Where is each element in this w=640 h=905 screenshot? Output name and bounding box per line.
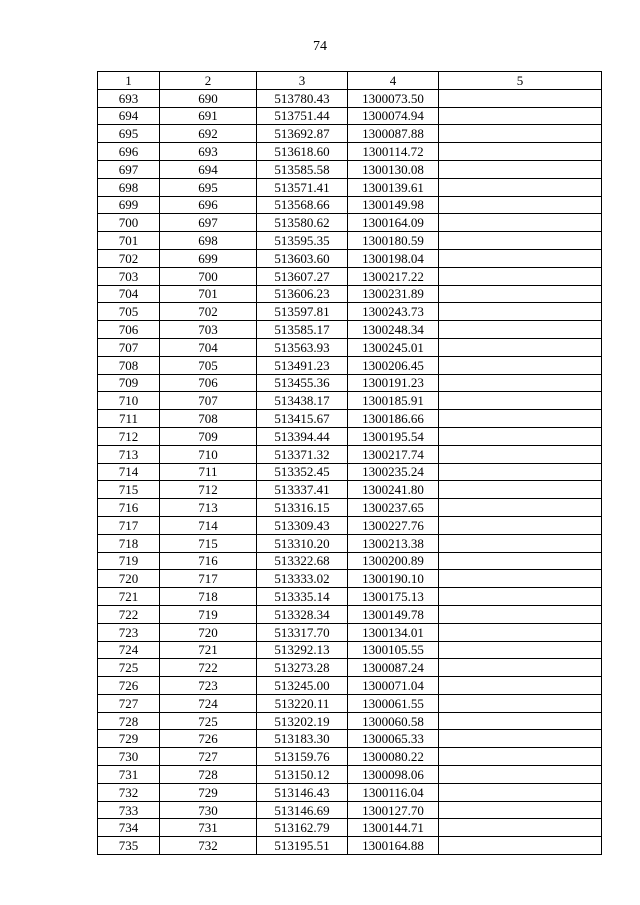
- table-row: [98, 801, 602, 819]
- table-cell-col-1: 715: [98, 481, 160, 499]
- table-cell-col-2: 722: [160, 659, 257, 677]
- table-cell-col-2: 694: [160, 160, 257, 178]
- table-row: [98, 303, 602, 321]
- table-cell-col-4: 1300139.61: [348, 178, 439, 196]
- header-cell-4: 4: [348, 72, 439, 90]
- table-cell-col-1: 719: [98, 552, 160, 570]
- table-cell-col-5: [439, 463, 602, 481]
- table-body: [98, 89, 602, 854]
- table-cell-col-2: 716: [160, 552, 257, 570]
- table-cell-col-1: 712: [98, 427, 160, 445]
- table-cell-col-5: [439, 392, 602, 410]
- table-row: [98, 267, 602, 285]
- table-cell-col-5: [439, 623, 602, 641]
- table-cell-col-4: 1300105.55: [348, 641, 439, 659]
- table-cell-col-5: [439, 534, 602, 552]
- table-cell-col-1: 706: [98, 321, 160, 339]
- table-cell-col-1: 721: [98, 588, 160, 606]
- table-cell-col-4: 1300116.04: [348, 783, 439, 801]
- table-cell-col-2: 706: [160, 374, 257, 392]
- table-cell-col-5: [439, 712, 602, 730]
- table-cell-col-1: 729: [98, 730, 160, 748]
- table-row: [98, 623, 602, 641]
- table-row: [98, 249, 602, 267]
- table-cell-col-2: 693: [160, 143, 257, 161]
- table-cell-col-5: [439, 766, 602, 784]
- table-cell-col-1: 723: [98, 623, 160, 641]
- table-cell-col-1: 711: [98, 410, 160, 428]
- table-cell-col-5: [439, 143, 602, 161]
- table-row: [98, 107, 602, 125]
- table-cell-col-4: 1300180.59: [348, 232, 439, 250]
- table-row: [98, 588, 602, 606]
- table-row: [98, 659, 602, 677]
- table-cell-col-5: [439, 374, 602, 392]
- table-cell-col-2: 707: [160, 392, 257, 410]
- table-cell-col-4: 1300071.04: [348, 677, 439, 695]
- table-cell-col-3: 513150.12: [257, 766, 348, 784]
- table-cell-col-5: [439, 249, 602, 267]
- table-row: [98, 730, 602, 748]
- table-cell-col-1: 709: [98, 374, 160, 392]
- table-row: [98, 125, 602, 143]
- table-cell-col-1: 731: [98, 766, 160, 784]
- table-cell-col-5: [439, 783, 602, 801]
- table-cell-col-1: 700: [98, 214, 160, 232]
- table-cell-col-2: 713: [160, 499, 257, 517]
- table-cell-col-2: 712: [160, 481, 257, 499]
- table-cell-col-4: 1300130.08: [348, 160, 439, 178]
- table-cell-col-2: 705: [160, 356, 257, 374]
- table-cell-col-1: 693: [98, 89, 160, 107]
- table-cell-col-3: 513455.36: [257, 374, 348, 392]
- table-cell-col-5: [439, 499, 602, 517]
- table-cell-col-1: 728: [98, 712, 160, 730]
- table-row: [98, 338, 602, 356]
- table-cell-col-2: 723: [160, 677, 257, 695]
- table-cell-col-2: 697: [160, 214, 257, 232]
- table-cell-col-1: 717: [98, 516, 160, 534]
- table-cell-col-5: [439, 837, 602, 855]
- table-cell-col-2: 727: [160, 748, 257, 766]
- table-cell-col-2: 726: [160, 730, 257, 748]
- table-row: [98, 285, 602, 303]
- table-row: [98, 214, 602, 232]
- table-cell-col-2: 720: [160, 623, 257, 641]
- table-cell-col-4: 1300198.04: [348, 249, 439, 267]
- table-cell-col-3: 513563.93: [257, 338, 348, 356]
- table-cell-col-4: 1300227.76: [348, 516, 439, 534]
- table-cell-col-5: [439, 570, 602, 588]
- table-cell-col-5: [439, 748, 602, 766]
- table-row: [98, 356, 602, 374]
- table-cell-col-5: [439, 819, 602, 837]
- table-cell-col-4: 1300231.89: [348, 285, 439, 303]
- table-cell-col-3: 513597.81: [257, 303, 348, 321]
- table-cell-col-5: [439, 516, 602, 534]
- table-cell-col-5: [439, 160, 602, 178]
- table-cell-col-1: 710: [98, 392, 160, 410]
- table-cell-col-4: 1300241.80: [348, 481, 439, 499]
- table-row: [98, 481, 602, 499]
- table-cell-col-2: 719: [160, 605, 257, 623]
- table-cell-col-3: 513328.34: [257, 605, 348, 623]
- header-cell-2: 2: [160, 72, 257, 90]
- table-cell-col-3: 513585.17: [257, 321, 348, 339]
- page-number: 74: [313, 39, 327, 54]
- table-cell-col-4: 1300149.98: [348, 196, 439, 214]
- table-cell-col-4: 1300245.01: [348, 338, 439, 356]
- table-cell-col-4: 1300061.55: [348, 694, 439, 712]
- table-cell-col-2: 714: [160, 516, 257, 534]
- table-cell-col-1: 735: [98, 837, 160, 855]
- table-row: [98, 499, 602, 517]
- table-cell-col-2: 691: [160, 107, 257, 125]
- table-cell-col-1: 714: [98, 463, 160, 481]
- table-cell-col-1: 726: [98, 677, 160, 695]
- table-cell-col-5: [439, 677, 602, 695]
- table-cell-col-2: 696: [160, 196, 257, 214]
- table-cell-col-4: 1300191.23: [348, 374, 439, 392]
- table-cell-col-2: 711: [160, 463, 257, 481]
- table-cell-col-3: 513352.45: [257, 463, 348, 481]
- table-cell-col-5: [439, 321, 602, 339]
- table-cell-col-1: 698: [98, 178, 160, 196]
- table-cell-col-5: [439, 659, 602, 677]
- table-cell-col-4: 1300200.89: [348, 552, 439, 570]
- table-cell-col-3: 513316.15: [257, 499, 348, 517]
- table-cell-col-4: 1300144.71: [348, 819, 439, 837]
- table-cell-col-3: 513571.41: [257, 178, 348, 196]
- table-cell-col-3: 513603.60: [257, 249, 348, 267]
- table-cell-col-3: 513606.23: [257, 285, 348, 303]
- table-cell-col-3: 513394.44: [257, 427, 348, 445]
- table-cell-col-3: 513618.60: [257, 143, 348, 161]
- table-cell-col-3: 513580.62: [257, 214, 348, 232]
- table-cell-col-2: 703: [160, 321, 257, 339]
- table-cell-col-2: 690: [160, 89, 257, 107]
- table-cell-col-2: 732: [160, 837, 257, 855]
- table-row: [98, 196, 602, 214]
- table-cell-col-1: 699: [98, 196, 160, 214]
- table-row: [98, 321, 602, 339]
- table-cell-col-4: 1300149.78: [348, 605, 439, 623]
- table-cell-col-3: 513371.32: [257, 445, 348, 463]
- table-row: [98, 463, 602, 481]
- table-cell-col-1: 730: [98, 748, 160, 766]
- table-cell-col-4: 1300134.01: [348, 623, 439, 641]
- table-cell-col-3: 513220.11: [257, 694, 348, 712]
- table-cell-col-2: 704: [160, 338, 257, 356]
- header-cell-3: 3: [257, 72, 348, 90]
- table-cell-col-4: 1300206.45: [348, 356, 439, 374]
- table-cell-col-4: 1300080.22: [348, 748, 439, 766]
- table-cell-col-4: 1300065.33: [348, 730, 439, 748]
- table-cell-col-1: 713: [98, 445, 160, 463]
- table-cell-col-4: 1300185.91: [348, 392, 439, 410]
- table-cell-col-5: [439, 303, 602, 321]
- table-cell-col-2: 699: [160, 249, 257, 267]
- table-row: [98, 178, 602, 196]
- table-cell-col-5: [439, 410, 602, 428]
- table-row: [98, 232, 602, 250]
- table-header: [98, 72, 602, 90]
- table-cell-col-1: 725: [98, 659, 160, 677]
- table-cell-col-1: 716: [98, 499, 160, 517]
- table-cell-col-1: 697: [98, 160, 160, 178]
- table-cell-col-5: [439, 694, 602, 712]
- table-cell-col-3: 513317.70: [257, 623, 348, 641]
- table-cell-col-4: 1300114.72: [348, 143, 439, 161]
- table-cell-col-2: 702: [160, 303, 257, 321]
- table-cell-col-2: 717: [160, 570, 257, 588]
- table-cell-col-4: 1300073.50: [348, 89, 439, 107]
- table-cell-col-5: [439, 267, 602, 285]
- table-cell-col-3: 513310.20: [257, 534, 348, 552]
- table-row: [98, 694, 602, 712]
- table-cell-col-4: 1300164.09: [348, 214, 439, 232]
- table-cell-col-4: 1300243.73: [348, 303, 439, 321]
- table-row: [98, 89, 602, 107]
- table-cell-col-4: 1300186.66: [348, 410, 439, 428]
- table-row: [98, 143, 602, 161]
- table-cell-col-1: 707: [98, 338, 160, 356]
- table-row: [98, 641, 602, 659]
- table-cell-col-3: 513585.58: [257, 160, 348, 178]
- table-cell-col-3: 513309.43: [257, 516, 348, 534]
- table-cell-col-3: 513273.28: [257, 659, 348, 677]
- table-cell-col-4: 1300217.22: [348, 267, 439, 285]
- table-cell-col-4: 1300217.74: [348, 445, 439, 463]
- table-cell-col-3: 513595.35: [257, 232, 348, 250]
- header-cell-5: 5: [439, 72, 602, 90]
- table-row: [98, 374, 602, 392]
- table-cell-col-1: 695: [98, 125, 160, 143]
- table-cell-col-1: 705: [98, 303, 160, 321]
- table-cell-col-3: 513780.43: [257, 89, 348, 107]
- table-cell-col-2: 700: [160, 267, 257, 285]
- table-cell-col-2: 698: [160, 232, 257, 250]
- table-cell-col-3: 513183.30: [257, 730, 348, 748]
- table-cell-col-3: 513159.76: [257, 748, 348, 766]
- table-cell-col-3: 513692.87: [257, 125, 348, 143]
- table-cell-col-5: [439, 605, 602, 623]
- table-cell-col-2: 710: [160, 445, 257, 463]
- table-cell-col-2: 725: [160, 712, 257, 730]
- table-cell-col-1: 703: [98, 267, 160, 285]
- table-cell-col-3: 513162.79: [257, 819, 348, 837]
- table-row: [98, 427, 602, 445]
- table-cell-col-5: [439, 107, 602, 125]
- table-cell-col-4: 1300190.10: [348, 570, 439, 588]
- table-cell-col-3: 513438.17: [257, 392, 348, 410]
- table-cell-col-5: [439, 338, 602, 356]
- table-cell-col-1: 702: [98, 249, 160, 267]
- table-cell-col-5: [439, 445, 602, 463]
- table-row: [98, 552, 602, 570]
- table-cell-col-4: 1300195.54: [348, 427, 439, 445]
- table-cell-col-4: 1300060.58: [348, 712, 439, 730]
- table-row: [98, 516, 602, 534]
- table-cell-col-4: 1300213.38: [348, 534, 439, 552]
- table-cell-col-5: [439, 214, 602, 232]
- table-cell-col-3: 513292.13: [257, 641, 348, 659]
- table-cell-col-3: 513333.02: [257, 570, 348, 588]
- table-cell-col-5: [439, 427, 602, 445]
- table-cell-col-2: 729: [160, 783, 257, 801]
- table-cell-col-5: [439, 125, 602, 143]
- header-cell-1: 1: [98, 72, 160, 90]
- table-cell-col-5: [439, 481, 602, 499]
- table-cell-col-4: 1300235.24: [348, 463, 439, 481]
- table-row: [98, 392, 602, 410]
- table-cell-col-5: [439, 801, 602, 819]
- table-cell-col-1: 734: [98, 819, 160, 837]
- table-cell-col-2: 701: [160, 285, 257, 303]
- table-cell-col-5: [439, 641, 602, 659]
- table-row: [98, 410, 602, 428]
- table-cell-col-2: 730: [160, 801, 257, 819]
- table-row: [98, 570, 602, 588]
- table-cell-col-1: 704: [98, 285, 160, 303]
- table-cell-col-5: [439, 356, 602, 374]
- table-cell-col-4: 1300087.88: [348, 125, 439, 143]
- table-row: [98, 605, 602, 623]
- table-cell-col-1: 732: [98, 783, 160, 801]
- table-cell-col-2: 724: [160, 694, 257, 712]
- table-cell-col-3: 513195.51: [257, 837, 348, 855]
- table-cell-col-3: 513751.44: [257, 107, 348, 125]
- table-row: [98, 819, 602, 837]
- table-cell-col-1: 733: [98, 801, 160, 819]
- table-cell-col-1: 708: [98, 356, 160, 374]
- table-cell-col-3: 513202.19: [257, 712, 348, 730]
- table-cell-col-2: 709: [160, 427, 257, 445]
- table-cell-col-4: 1300074.94: [348, 107, 439, 125]
- table-cell-col-4: 1300175.13: [348, 588, 439, 606]
- table-cell-col-3: 513607.27: [257, 267, 348, 285]
- table-cell-col-4: 1300087.24: [348, 659, 439, 677]
- table-cell-col-3: 513146.69: [257, 801, 348, 819]
- table-row: [98, 748, 602, 766]
- table-cell-col-2: 692: [160, 125, 257, 143]
- table-cell-col-1: 701: [98, 232, 160, 250]
- table-row: [98, 783, 602, 801]
- table-cell-col-4: 1300248.34: [348, 321, 439, 339]
- table-cell-col-2: 708: [160, 410, 257, 428]
- table-cell-col-1: 722: [98, 605, 160, 623]
- header-row: [98, 72, 602, 90]
- table-cell-col-5: [439, 730, 602, 748]
- table-row: [98, 712, 602, 730]
- table-row: [98, 534, 602, 552]
- table-cell-col-4: 1300098.06: [348, 766, 439, 784]
- table-cell-col-4: 1300164.88: [348, 837, 439, 855]
- table-cell-col-2: 731: [160, 819, 257, 837]
- coordinates-table: [97, 71, 602, 855]
- table-cell-col-1: 724: [98, 641, 160, 659]
- table-cell-col-2: 715: [160, 534, 257, 552]
- table-cell-col-5: [439, 285, 602, 303]
- table-cell-col-4: 1300237.65: [348, 499, 439, 517]
- table-row: [98, 837, 602, 855]
- table-cell-col-1: 696: [98, 143, 160, 161]
- table-cell-col-3: 513146.43: [257, 783, 348, 801]
- table-row: [98, 160, 602, 178]
- table-cell-col-1: 727: [98, 694, 160, 712]
- table-cell-col-1: 718: [98, 534, 160, 552]
- table-row: [98, 766, 602, 784]
- table-cell-col-1: 694: [98, 107, 160, 125]
- table-cell-col-3: 513491.23: [257, 356, 348, 374]
- table-cell-col-3: 513415.67: [257, 410, 348, 428]
- table-cell-col-5: [439, 552, 602, 570]
- table-cell-col-2: 695: [160, 178, 257, 196]
- table-row: [98, 677, 602, 695]
- table-cell-col-3: 513568.66: [257, 196, 348, 214]
- table-cell-col-3: 513337.41: [257, 481, 348, 499]
- table-cell-col-5: [439, 588, 602, 606]
- table-cell-col-5: [439, 232, 602, 250]
- table-cell-col-3: 513335.14: [257, 588, 348, 606]
- table-cell-col-1: 720: [98, 570, 160, 588]
- table-row: [98, 445, 602, 463]
- table-cell-col-5: [439, 89, 602, 107]
- table-cell-col-5: [439, 196, 602, 214]
- table-cell-col-2: 721: [160, 641, 257, 659]
- table-cell-col-5: [439, 178, 602, 196]
- table-cell-col-3: 513322.68: [257, 552, 348, 570]
- table-cell-col-2: 718: [160, 588, 257, 606]
- table-cell-col-2: 728: [160, 766, 257, 784]
- table-cell-col-4: 1300127.70: [348, 801, 439, 819]
- table-cell-col-3: 513245.00: [257, 677, 348, 695]
